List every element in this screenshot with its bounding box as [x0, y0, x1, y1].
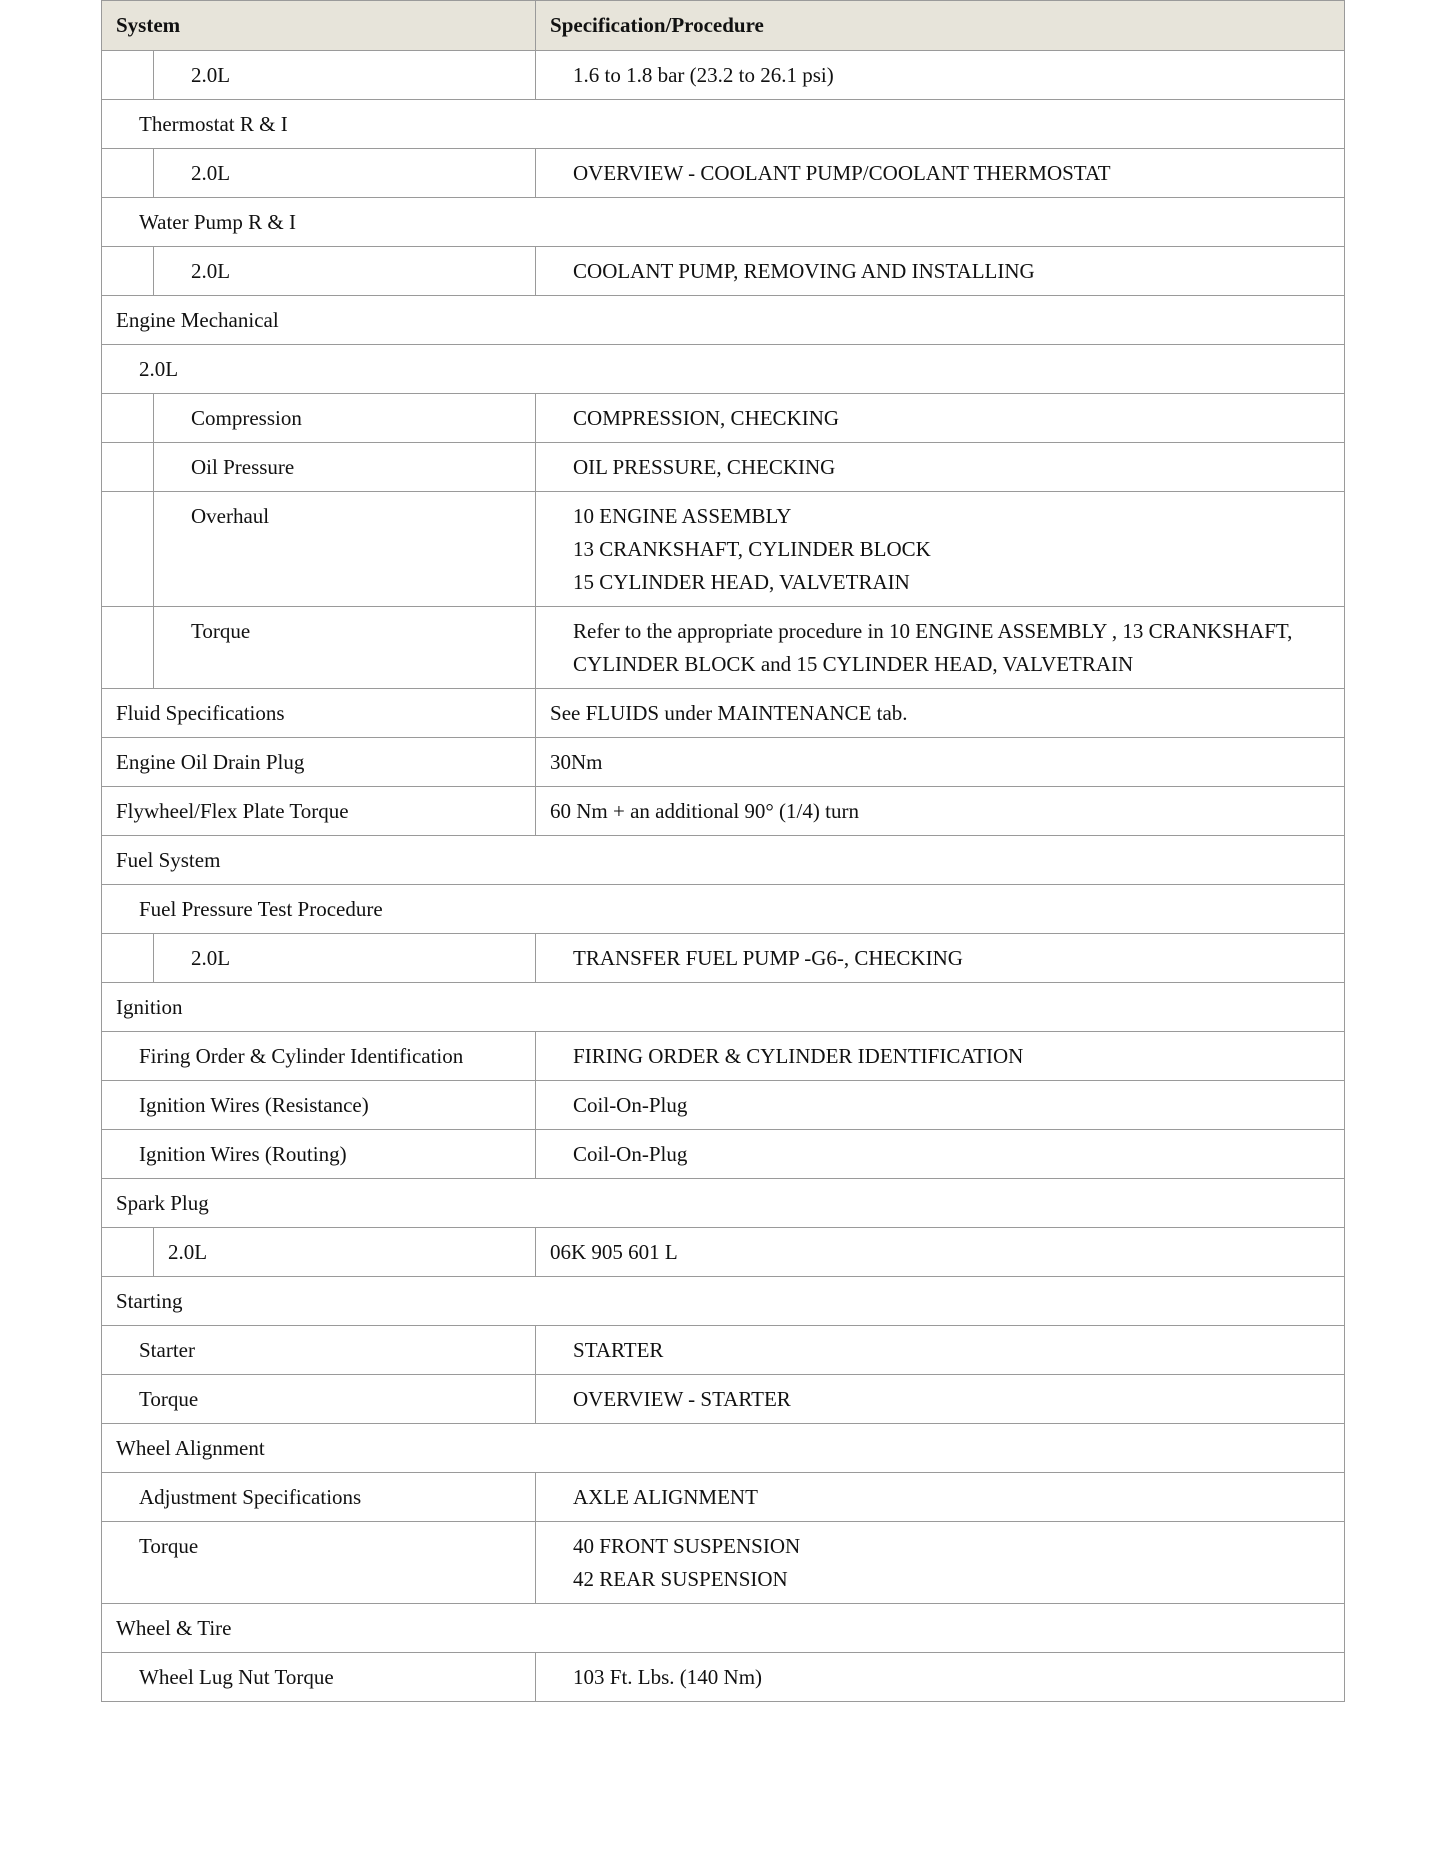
table-row [102, 296, 1345, 345]
system-label: 2.0L [191, 161, 231, 185]
table-row [102, 1653, 1345, 1702]
spec-cell [536, 1326, 1345, 1375]
section-cell [102, 1277, 1345, 1326]
spec-line: COOLANT PUMP, REMOVING AND INSTALLING [573, 259, 1035, 283]
system-label: Ignition Wires (Routing) [139, 1142, 347, 1166]
system-cell [154, 607, 536, 689]
spec-line: 42 REAR SUSPENSION [573, 1567, 788, 1591]
indent-cell [102, 492, 154, 607]
column-header-specification: Specification/Procedure [536, 1, 1345, 51]
table-row [102, 247, 1345, 296]
table-row [102, 1326, 1345, 1375]
spec-cell [536, 51, 1345, 100]
section-label: Spark Plug [116, 1191, 209, 1215]
spec-line: 06K 905 601 L [550, 1240, 678, 1264]
indent-cell [102, 607, 154, 689]
table-row [102, 443, 1345, 492]
section-label: Fuel System [116, 848, 221, 872]
table-row [102, 885, 1345, 934]
spec-cell [536, 1032, 1345, 1081]
spec-line: 10 ENGINE ASSEMBLY [573, 504, 792, 528]
indent-cell [102, 247, 154, 296]
system-cell [154, 149, 536, 198]
spec-cell [536, 1653, 1345, 1702]
indent-cell [102, 149, 154, 198]
spec-line: STARTER [573, 1338, 664, 1362]
system-label: Torque [139, 1534, 199, 1558]
system-label: Engine Oil Drain Plug [116, 750, 305, 774]
table-row [102, 934, 1345, 983]
spec-line: Coil-On-Plug [573, 1142, 688, 1166]
section-label: Engine Mechanical [116, 308, 279, 332]
spec-cell [536, 394, 1345, 443]
table-row [102, 149, 1345, 198]
system-cell [102, 689, 536, 738]
table-row [102, 787, 1345, 836]
spec-line: 60 Nm + an additional 90° (1/4) turn [550, 799, 859, 823]
system-label: Adjustment Specifications [139, 1485, 362, 1509]
system-cell [154, 443, 536, 492]
indent-cell [102, 51, 154, 100]
system-label: 2.0L [191, 63, 231, 87]
system-label: 2.0L [191, 259, 231, 283]
indent-cell [102, 443, 154, 492]
table-row [102, 1424, 1345, 1473]
section-cell [102, 836, 1345, 885]
system-cell [154, 492, 536, 607]
spec-line: TRANSFER FUEL PUMP -G6-, CHECKING [573, 946, 963, 970]
spec-cell [536, 689, 1345, 738]
indent-cell [102, 934, 154, 983]
system-cell [154, 934, 536, 983]
system-cell [102, 738, 536, 787]
table-row [102, 1081, 1345, 1130]
subsection-cell [102, 885, 1345, 934]
system-label: Firing Order & Cylinder Identification [139, 1044, 464, 1068]
section-label: Ignition [116, 995, 183, 1019]
spec-line: See FLUIDS under MAINTENANCE tab. [550, 701, 908, 725]
section-cell [102, 983, 1345, 1032]
subsection-label: Water Pump R & I [139, 210, 296, 234]
section-cell [102, 1424, 1345, 1473]
table-row [102, 1473, 1345, 1522]
system-cell [102, 1032, 536, 1081]
table-header-row [102, 1, 1345, 51]
spec-cell [536, 1081, 1345, 1130]
table-row [102, 1604, 1345, 1653]
system-cell [102, 1522, 536, 1604]
spec-cell [536, 1473, 1345, 1522]
system-cell [102, 1473, 536, 1522]
spec-line: CYLINDER BLOCK and 15 CYLINDER HEAD, VALVETRAIN [573, 652, 1134, 676]
system-label: Fluid Specifications [116, 701, 285, 725]
spec-line: OIL PRESSURE, CHECKING [573, 455, 836, 479]
subsection-cell [102, 345, 1345, 394]
system-label: 2.0L [191, 946, 231, 970]
spec-cell [536, 738, 1345, 787]
system-cell [102, 1081, 536, 1130]
table-row [102, 198, 1345, 247]
table-row [102, 738, 1345, 787]
subsection-label: 2.0L [139, 357, 179, 381]
spec-line: Coil-On-Plug [573, 1093, 688, 1117]
system-cell [102, 1653, 536, 1702]
table-row [102, 836, 1345, 885]
system-cell [154, 1228, 536, 1277]
spec-line: 40 FRONT SUSPENSION [573, 1534, 801, 1558]
spec-line: 13 CRANKSHAFT, CYLINDER BLOCK [573, 537, 931, 561]
indent-cell [102, 1228, 154, 1277]
table-row [102, 983, 1345, 1032]
system-label: Ignition Wires (Resistance) [139, 1093, 369, 1117]
system-label: Flywheel/Flex Plate Torque [116, 799, 349, 823]
spec-cell [536, 492, 1345, 607]
spec-line: 15 CYLINDER HEAD, VALVETRAIN [573, 570, 910, 594]
system-label: Starter [139, 1338, 195, 1362]
system-label: 2.0L [168, 1240, 208, 1264]
system-cell [102, 787, 536, 836]
subsection-cell [102, 100, 1345, 149]
specification-table [101, 0, 1345, 1702]
spec-line: AXLE ALIGNMENT [573, 1485, 758, 1509]
table-row [102, 1228, 1345, 1277]
spec-line: FIRING ORDER & CYLINDER IDENTIFICATION [573, 1044, 1024, 1068]
subsection-label: Thermostat R & I [139, 112, 288, 136]
table-row [102, 492, 1345, 607]
spec-line: Refer to the appropriate procedure in 10 ENGINE ASSEMBLY , 13 CRANKSHAFT, [573, 619, 1293, 643]
system-cell [154, 247, 536, 296]
system-label: Compression [191, 406, 302, 430]
subsection-label: Fuel Pressure Test Procedure [139, 897, 383, 921]
table-row [102, 1522, 1345, 1604]
table-row [102, 1277, 1345, 1326]
system-label: Oil Pressure [191, 455, 295, 479]
system-label: Overhaul [191, 504, 270, 528]
spec-cell [536, 149, 1345, 198]
system-cell [154, 394, 536, 443]
spec-cell [536, 787, 1345, 836]
system-label: Wheel Lug Nut Torque [139, 1665, 334, 1689]
system-label: Torque [139, 1387, 199, 1411]
section-cell [102, 296, 1345, 345]
spec-line: OVERVIEW - COOLANT PUMP/COOLANT THERMOSTAT [573, 161, 1111, 185]
system-cell [102, 1130, 536, 1179]
section-cell [102, 1604, 1345, 1653]
table-row [102, 689, 1345, 738]
section-label: Wheel & Tire [116, 1616, 232, 1640]
spec-line: 1.6 to 1.8 bar (23.2 to 26.1 psi) [573, 63, 834, 87]
column-header-system: System [102, 1, 536, 51]
spec-line: 30Nm [550, 750, 603, 774]
spec-line: OVERVIEW - STARTER [573, 1387, 791, 1411]
spec-cell [536, 247, 1345, 296]
spec-cell [536, 1522, 1345, 1604]
system-cell [154, 51, 536, 100]
spec-line: 103 Ft. Lbs. (140 Nm) [573, 1665, 763, 1689]
spec-line: COMPRESSION, CHECKING [573, 406, 840, 430]
section-cell [102, 1179, 1345, 1228]
table-row [102, 1375, 1345, 1424]
section-label: Wheel Alignment [116, 1436, 265, 1460]
table-row [102, 51, 1345, 100]
spec-cell [536, 607, 1345, 689]
system-label: Torque [191, 619, 251, 643]
table-row [102, 394, 1345, 443]
subsection-cell [102, 198, 1345, 247]
spec-cell [536, 1130, 1345, 1179]
table-row [102, 345, 1345, 394]
system-cell [102, 1326, 536, 1375]
table-row [102, 1032, 1345, 1081]
spec-cell [536, 934, 1345, 983]
system-cell [102, 1375, 536, 1424]
table-row [102, 607, 1345, 689]
section-label: Starting [116, 1289, 183, 1313]
table-row [102, 1130, 1345, 1179]
table-row [102, 100, 1345, 149]
indent-cell [102, 394, 154, 443]
spec-cell [536, 1228, 1345, 1277]
spec-cell [536, 1375, 1345, 1424]
spec-cell [536, 443, 1345, 492]
table-row [102, 1179, 1345, 1228]
